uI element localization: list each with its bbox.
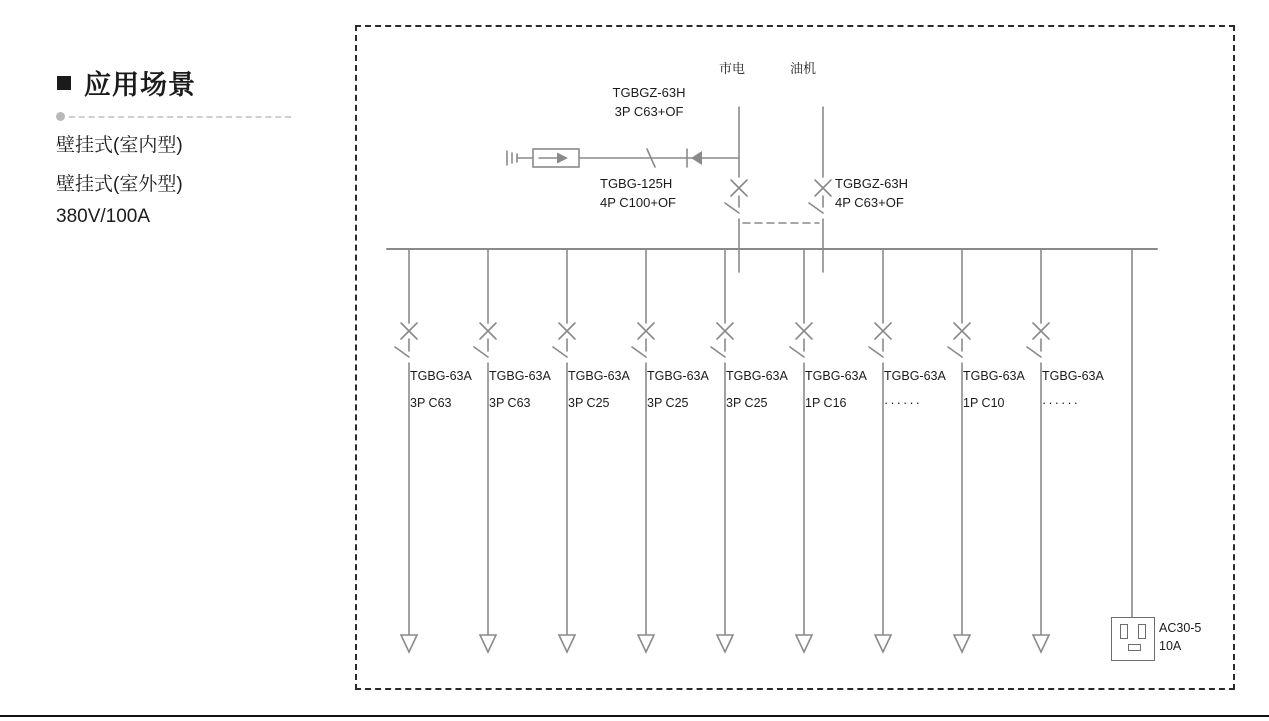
feeder-6-line2: 1P C16 — [805, 396, 847, 411]
feeder-label-7 — [884, 367, 946, 413]
socket-line2: 10A — [1159, 639, 1182, 654]
spec-line-3: 380V/100A — [56, 206, 151, 227]
feeder-6-line1: TGBG-63A — [805, 369, 867, 383]
feeder-label-2 — [489, 367, 551, 412]
main-breaker-label-mains — [600, 175, 676, 213]
main-breaker-label-generator — [835, 175, 908, 213]
feeder-4-line2: 3P C25 — [647, 396, 689, 411]
feeder-1-line1: TGBG-63A — [410, 369, 472, 383]
spec-line-1: 壁挂式(室内型) — [56, 135, 183, 156]
source-label-generator: 油机 — [790, 61, 817, 76]
feeder-7-line1: TGBG-63A — [884, 369, 946, 383]
feeder-1-line2: 3P C63 — [410, 396, 452, 411]
feeder-2-line1: TGBG-63A — [489, 369, 551, 383]
spec-line-2: 壁挂式(室外型) — [56, 174, 183, 195]
source-label-mains: 市电 — [719, 61, 746, 76]
divider-dot-icon — [56, 112, 65, 121]
divider — [56, 110, 292, 122]
main-breaker-mains-line2: 4P C100+OF — [600, 194, 677, 210]
feeder-8-line2: 1P C10 — [963, 396, 1005, 411]
feeder-label-6 — [805, 367, 867, 412]
schematic-frame — [355, 25, 1235, 690]
feeder-5-line2: 3P C25 — [726, 396, 768, 411]
feeder-label-3 — [568, 367, 630, 412]
main-breaker-gen-line1: TGBGZ-63H — [835, 176, 908, 191]
socket-label — [1159, 619, 1201, 655]
schematic-drawing — [357, 27, 1237, 692]
feeder-label-1 — [410, 367, 472, 412]
main-breaker-gen-line2: 4P C63+OF — [835, 194, 904, 210]
feeder-label-5 — [726, 367, 788, 412]
feeder-9-line1: TGBG-63A — [1042, 369, 1104, 383]
feeder-7-line2: ······ — [884, 395, 922, 411]
feeder-label-8 — [963, 367, 1025, 412]
feeder-2-line2: 3P C63 — [489, 396, 531, 411]
power-socket-icon — [1111, 617, 1155, 661]
feeder-3-line1: TGBG-63A — [568, 369, 630, 383]
schematic-vectors — [357, 27, 1237, 692]
feeder-8-line1: TGBG-63A — [963, 369, 1025, 383]
feeder-4-line1: TGBG-63A — [647, 369, 709, 383]
feeder-label-9 — [1042, 367, 1104, 413]
footer-rule — [0, 715, 1269, 717]
socket-line1: AC30-5 — [1159, 621, 1202, 635]
divider-dashed-line — [69, 116, 291, 118]
square-bullet-icon — [57, 76, 71, 90]
feeder-9-line2: ······ — [1042, 395, 1080, 411]
page-title — [57, 63, 196, 102]
feeder-label-4 — [647, 367, 709, 412]
feeder-5-line1: TGBG-63A — [726, 369, 788, 383]
page-title-label: 应用场景 — [84, 70, 196, 100]
main-breaker-mains-line1: TGBG-125H — [600, 176, 673, 191]
left-info-panel — [0, 0, 340, 721]
incoming-device-line2: 3P C63+OF — [614, 103, 684, 119]
incoming-device-label — [589, 84, 709, 122]
feeder-3-line2: 3P C25 — [568, 396, 610, 411]
incoming-device-line1: TGBGZ-63H — [612, 85, 686, 100]
